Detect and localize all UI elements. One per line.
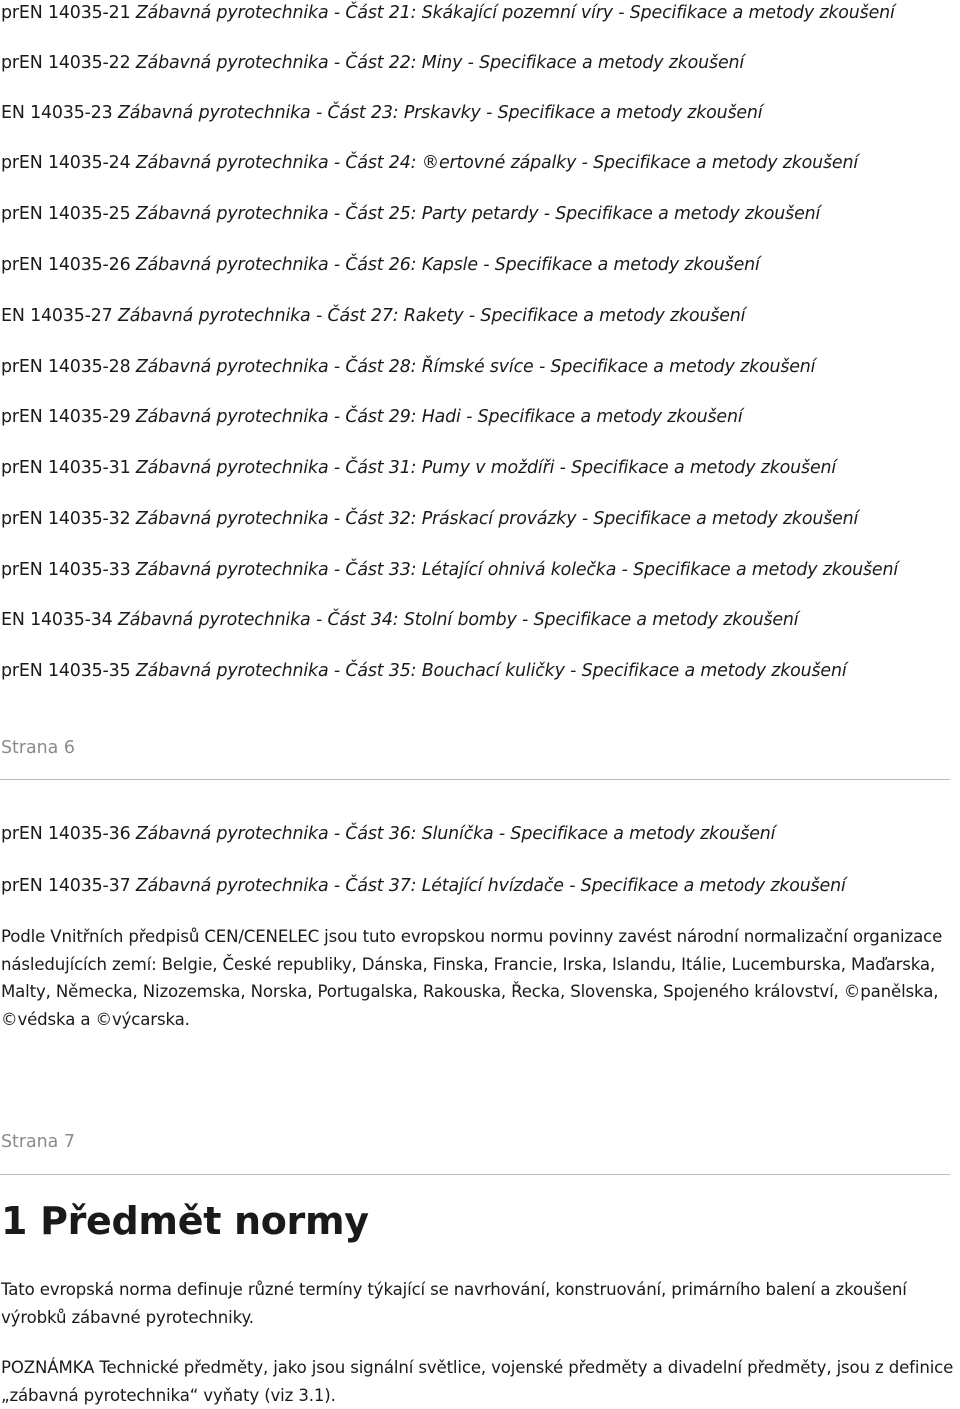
standard-code: prEN 14035-24 [1,153,131,173]
standard-title: Zábavná pyrotechnika - Část 26: Kapsle - Specifikace a metody zkoušení [135,255,760,275]
standard-code: prEN 14035-37 [1,876,131,896]
standard-code: prEN 14035-25 [1,204,131,224]
standard-code: prEN 14035-21 [1,3,131,23]
standard-title: Zábavná pyrotechnika - Část 27: Rakety - Specifikace a metody zkoušení [118,306,746,326]
standard-item [1,254,760,276]
standard-title: Zábavná pyrotechnika - Část 29: Hadi - Specifikace a metody zkoušení [135,407,743,427]
standard-code: prEN 14035-36 [1,824,131,844]
standard-item [1,508,858,530]
standard-code: prEN 14035-35 [1,661,131,681]
standard-code: prEN 14035-29 [1,407,131,427]
standard-code: prEN 14035-26 [1,255,131,275]
standard-item [1,875,846,897]
standard-title: Zábavná pyrotechnika - Část 23: Prskavky - Specifikace a metody zkoušení [118,103,763,123]
standard-title: Zábavná pyrotechnika - Část 33: Létající ohnivá kolečka - Specifikace a metody zkoušení [135,560,899,580]
standard-code: prEN 14035-28 [1,357,131,377]
standard-title: Zábavná pyrotechnika - Část 25: Party petardy - Specifikace a metody zkoušení [135,204,821,224]
standard-title: Zábavná pyrotechnika - Část 28: Římské svíce - Specifikace a metody zkoušení [135,357,816,377]
standard-item [1,609,798,631]
standard-item [1,660,847,682]
standard-title: Zábavná pyrotechnika - Část 37: Létající hvízdače - Specifikace a metody zkoušení [135,876,846,896]
standard-title: Zábavná pyrotechnika - Část 21: Skákající pozemní víry - Specifikace a metody zkoušení [135,3,895,23]
standard-item [1,52,744,74]
standard-code: EN 14035-27 [1,306,113,326]
cen-member-paragraph: Podle Vnitřních předpisů CEN/CENELEC jsou tuto evropskou normu povinny zavést národní normalizační organizace následujících zemí: Belgie, České republiky, Dánska, Finska, Francie, Irska, Islandu, Itálie, Lucemburska, Maďarska, Malty, Německa, Nizozemska, Norska, Portugalska, Rakouska, Řecka, Slovenska, Spojeného království, ©panělska, ©védska a ©výcarska. [1,927,943,1029]
standard-item [1,102,763,124]
standard-title: Zábavná pyrotechnika - Část 22: Miny - Specifikace a metody zkoušení [135,53,745,73]
standard-code: prEN 14035-31 [1,458,131,478]
standard-item [1,356,815,378]
standard-code: prEN 14035-33 [1,560,131,580]
standard-code: EN 14035-34 [1,610,113,630]
standard-title: Zábavná pyrotechnika - Část 32: Práskací provázky - Specifikace a metody zkoušení [135,509,859,529]
scope-paragraph: Tato evropská norma definuje různé termíny týkající se navrhování, konstruování, primárního balení a zkoušení výrobků zábavné pyrotechniky. [1,1280,907,1327]
standard-title: Zábavná pyrotechnika - Část 31: Pumy v moždíři - Specifikace a metody zkoušení [135,458,837,478]
standard-title: Zábavná pyrotechnika - Část 36: Sluníčka - Specifikace a metody zkoušení [135,824,776,844]
page-divider [0,1174,950,1175]
standard-item [1,203,820,225]
standard-code: prEN 14035-22 [1,53,131,73]
standard-item [1,457,836,479]
standard-code: prEN 14035-32 [1,509,131,529]
note-paragraph: POZNÁMKA Technické předměty, jako jsou signální světlice, vojenské předměty a divadelní předměty, jsou z definice „zábavná pyrotechnika“ vyňaty (viz 3.1). [1,1358,954,1405]
section-heading: 1 Předmět normy [1,1199,369,1243]
standard-item [1,152,858,174]
page-number-label: Strana 6 [1,738,75,758]
standard-item [1,406,743,428]
standard-item [1,2,895,24]
page-number-label: Strana 7 [1,1132,75,1152]
page-divider [0,779,950,780]
standard-item [1,559,898,581]
standard-code: EN 14035-23 [1,103,113,123]
standard-title: Zábavná pyrotechnika - Část 24: ®ertovné zápalky - Specifikace a metody zkoušení [135,153,859,173]
standard-title: Zábavná pyrotechnika - Část 35: Bouchací kuličky - Specifikace a metody zkoušení [135,661,847,681]
standard-item [1,305,745,327]
standard-item [1,823,775,845]
standard-title: Zábavná pyrotechnika - Část 34: Stolní bomby - Specifikace a metody zkoušení [118,610,799,630]
